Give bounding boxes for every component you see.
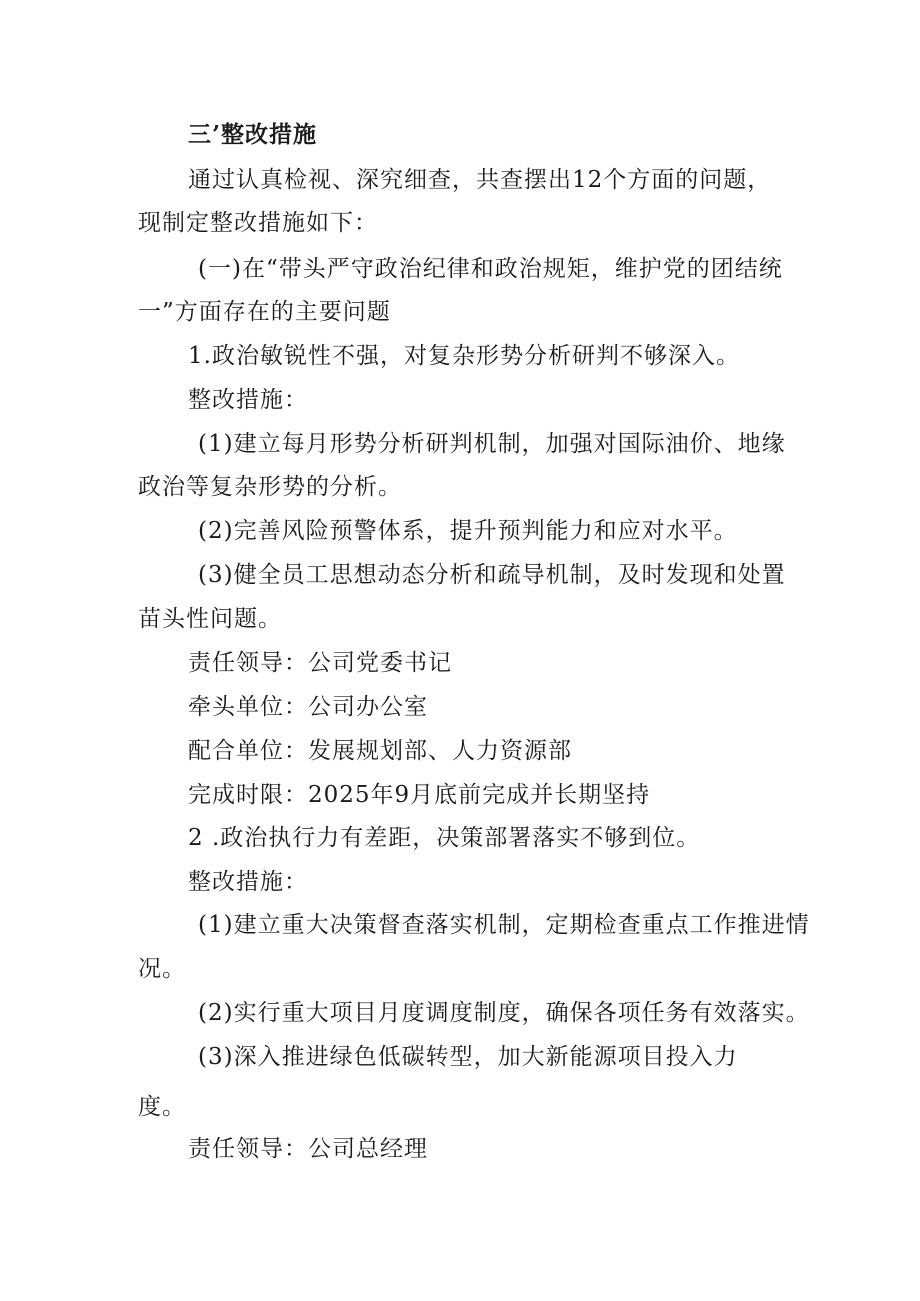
- issue-item: 2 .政治执行力有差距，决策部署落实不够到位。: [188, 825, 701, 851]
- responsible-leader: 责任领导：公司党委书记: [188, 650, 452, 676]
- section-heading: 三’整改措施: [188, 121, 318, 148]
- cooperating-units: 配合单位：发展规划部、人力资源部: [188, 738, 572, 764]
- measure-item: (3)深入推进绿色低碳转型，加大新能源项目投入力: [198, 1044, 738, 1070]
- responsible-leader: 责任领导：公司总经理: [188, 1136, 428, 1162]
- measure-item-cont: 苗头性问题。: [138, 606, 282, 632]
- lead-unit: 牵头单位：公司办公室: [188, 694, 428, 720]
- measures-label: 整改措施：: [188, 869, 308, 895]
- measure-item: (2)实行重大项目月度调度制度，确保各项任务有效落实。: [198, 1000, 810, 1026]
- measure-item: (3)健全员工思想动态分析和疏导机制，及时发现和处置: [198, 562, 786, 588]
- measures-label: 整改措施：: [188, 387, 308, 413]
- paragraph-line: 现制定整改措施如下：: [138, 210, 378, 236]
- issue-item: 1.政治敏锐性不强，对复杂形势分析研判不够深入。: [188, 343, 740, 369]
- measure-item: (1)建立每月形势分析研判机制，加强对国际油价、地缘: [198, 431, 786, 457]
- measure-item: (1)建立重大决策督查落实机制，定期检查重点工作推进情: [198, 912, 810, 938]
- paragraph-line: 通过认真检视、深究细查，共查摆出12个方面的问题，: [188, 167, 772, 193]
- deadline: 完成时限：2025年9月底前完成并长期坚持: [188, 782, 651, 808]
- measure-item-cont: 度。: [138, 1094, 186, 1120]
- subsection-heading-cont: 一”方面存在的主要问题: [138, 299, 391, 325]
- measure-item-cont: 政治等复杂形势的分析。: [138, 474, 402, 500]
- subsection-heading: (一)在“带头严守政治纪律和政治规矩，维护党的团结统: [198, 256, 783, 282]
- measure-item-cont: 况。: [138, 956, 186, 982]
- measure-item: (2)完善风险预警体系，提升预判能力和应对水平。: [198, 518, 738, 544]
